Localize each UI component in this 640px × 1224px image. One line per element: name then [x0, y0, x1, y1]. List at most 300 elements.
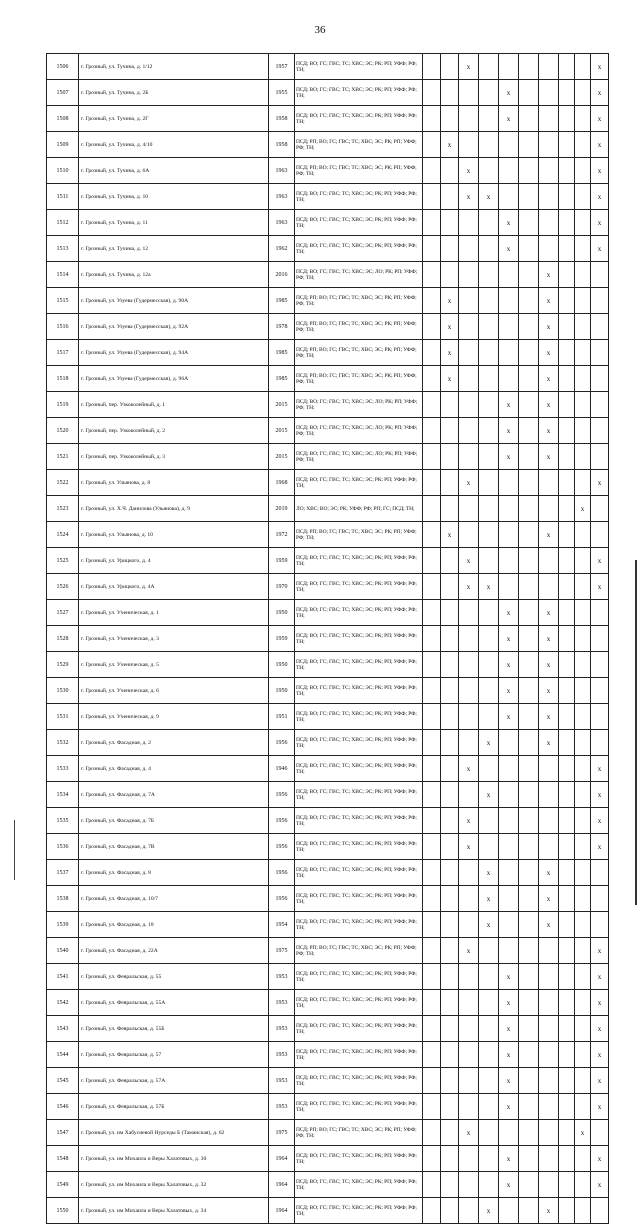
mark-cell — [423, 548, 441, 574]
mark-cell — [519, 1120, 539, 1146]
mark-cell — [441, 912, 459, 938]
year-cell: 1958 — [269, 132, 295, 158]
address-cell: г. Грозный, ул. Узуева (Гудермесская), д. 90А — [79, 288, 269, 314]
mark-cell — [591, 418, 609, 444]
row-number-cell: 1529 — [47, 652, 79, 678]
mark-cell — [539, 1172, 559, 1198]
mark-cell — [559, 704, 575, 730]
mark-cell: x — [539, 860, 559, 886]
mark-cell — [519, 1198, 539, 1224]
mark-cell — [559, 1172, 575, 1198]
works-list-cell: ПСД; ВО; ГС; ГВС; ТС; ХВС; ЭС; РК; РП; УФФ; РФ; ТН; — [295, 470, 423, 496]
table-row — [47, 1120, 609, 1146]
mark-cell: x — [539, 340, 559, 366]
mark-cell — [479, 340, 499, 366]
mark-cell — [479, 262, 499, 288]
mark-cell — [539, 964, 559, 990]
mark-cell — [499, 548, 519, 574]
table-row — [47, 522, 609, 548]
works-list-cell: ПСД; ВО; ГС; ГВС; ТС; ХВС; ЭС; РК; РП; УФФ; РФ; ТН; — [295, 652, 423, 678]
mark-cell: x — [539, 262, 559, 288]
works-list-cell: ПСД; РП; ВО; ГС; ГВС; ТС; ХВС; ЭС; РК; РП; УФФ; РФ; ТН; — [295, 1120, 423, 1146]
year-cell: 1985 — [269, 340, 295, 366]
works-list-cell: ПСД; ВО; ГС; ГВС; ТС; ХВС; ЭС; РК; РП; УФФ; РФ; ТН; — [295, 730, 423, 756]
mark-cell — [519, 80, 539, 106]
mark-cell — [559, 106, 575, 132]
mark-cell — [441, 548, 459, 574]
mark-cell — [519, 522, 539, 548]
year-cell: 1953 — [269, 1016, 295, 1042]
margin-mark — [14, 820, 15, 880]
address-cell: г. Грозный, ул. Фасадная, д. 18 — [79, 912, 269, 938]
table-row — [47, 1094, 609, 1120]
mark-cell — [519, 652, 539, 678]
mark-cell — [499, 886, 519, 912]
row-number-cell: 1528 — [47, 626, 79, 652]
mark-cell: x — [591, 1068, 609, 1094]
mark-cell: x — [499, 80, 519, 106]
mark-cell — [499, 808, 519, 834]
address-cell: г. Грозный, ул. Урицкого, д. 4А — [79, 574, 269, 600]
mark-cell — [559, 392, 575, 418]
mark-cell — [575, 366, 591, 392]
mark-cell: x — [499, 1094, 519, 1120]
mark-cell: x — [539, 366, 559, 392]
row-number-cell: 1511 — [47, 184, 79, 210]
mark-cell — [479, 158, 499, 184]
works-list-cell: ПСД; ВО; ГС; ГВС; ТС; ХВС; ЭС; РК; РП; УФФ; РФ; ТН; — [295, 106, 423, 132]
mark-cell: x — [499, 704, 519, 730]
works-list-cell: ПСД; ВО; ГС; ГВС; ТС; ХВС; ЭС; РК; РП; УФФ; РФ; ТН; — [295, 834, 423, 860]
mark-cell — [423, 392, 441, 418]
address-cell: г. Грозный, ул. Тучина, д. 11 — [79, 210, 269, 236]
mark-cell — [423, 938, 441, 964]
mark-cell: x — [591, 470, 609, 496]
works-list-cell: ПСД; РП; ВО; ГС; ГВС; ТС; ХВС; ЭС; РК; РП; УФФ; РФ; ТН; — [295, 938, 423, 964]
row-number-cell: 1547 — [47, 1120, 79, 1146]
row-number-cell: 1530 — [47, 678, 79, 704]
mark-cell — [519, 496, 539, 522]
mark-cell — [499, 834, 519, 860]
mark-cell: x — [591, 1172, 609, 1198]
mark-cell — [441, 678, 459, 704]
row-number-cell: 1534 — [47, 782, 79, 808]
mark-cell: x — [459, 834, 479, 860]
mark-cell — [459, 80, 479, 106]
mark-cell — [423, 1016, 441, 1042]
mark-cell — [459, 1068, 479, 1094]
mark-cell — [559, 366, 575, 392]
table-row — [47, 1198, 609, 1224]
mark-cell — [559, 288, 575, 314]
mark-cell — [459, 210, 479, 236]
works-list-cell: ПСД; ВО; ГС; ГВС; ТС; ХВС; ЭС; РК; РП; УФФ; РФ; ТН; — [295, 80, 423, 106]
mark-cell — [479, 1094, 499, 1120]
mark-cell — [499, 470, 519, 496]
table-row — [47, 834, 609, 860]
mark-cell — [591, 314, 609, 340]
year-cell: 1985 — [269, 288, 295, 314]
mark-cell — [539, 1094, 559, 1120]
row-number-cell: 1513 — [47, 236, 79, 262]
mark-cell — [479, 938, 499, 964]
mark-cell — [441, 1146, 459, 1172]
year-cell: 2019 — [269, 496, 295, 522]
mark-cell — [479, 990, 499, 1016]
mark-cell — [559, 522, 575, 548]
mark-cell — [441, 262, 459, 288]
mark-cell — [459, 1094, 479, 1120]
works-list-cell: ПСД; ВО; ГС; ГВС; ТС; ХВС; ЭС; РК; РП; УФФ; РФ; ТН; — [295, 184, 423, 210]
mark-cell — [575, 886, 591, 912]
address-cell: г. Грозный, ул. Фасадная, д. 8 — [79, 860, 269, 886]
mark-cell — [519, 600, 539, 626]
mark-cell: x — [479, 782, 499, 808]
year-cell: 1953 — [269, 964, 295, 990]
row-number-cell: 1546 — [47, 1094, 79, 1120]
mark-cell — [519, 340, 539, 366]
mark-cell — [559, 184, 575, 210]
mark-cell — [459, 1172, 479, 1198]
mark-cell — [575, 912, 591, 938]
table-row — [47, 938, 609, 964]
mark-cell — [539, 158, 559, 184]
mark-cell: x — [591, 210, 609, 236]
mark-cell — [499, 1198, 519, 1224]
table-row — [47, 340, 609, 366]
address-cell: г. Грозный, пер. Узкоколейный, д. 3 — [79, 444, 269, 470]
mark-cell — [559, 314, 575, 340]
mark-cell — [559, 418, 575, 444]
works-list-cell: ПСД; ВО; ГС; ГВС; ТС; ХВС; ЭС; РК; РП; УФФ; РФ; ТН; — [295, 756, 423, 782]
works-list-cell: ПСД; ВО; ГС; ГВС; ТС; ХВС; ЭС; РК; РП; УФФ; РФ; ТН; — [295, 912, 423, 938]
table-row — [47, 184, 609, 210]
row-number-cell: 1540 — [47, 938, 79, 964]
mark-cell — [423, 80, 441, 106]
mark-cell — [423, 912, 441, 938]
mark-cell — [575, 392, 591, 418]
row-number-cell: 1509 — [47, 132, 79, 158]
mark-cell — [575, 756, 591, 782]
mark-cell — [575, 1042, 591, 1068]
mark-cell: x — [539, 314, 559, 340]
mark-cell — [479, 626, 499, 652]
mark-cell — [559, 236, 575, 262]
works-list-cell: ПСД; ВО; ГС; ГВС; ТС; ХВС; ЭС; РК; РП; УФФ; РФ; ТН; — [295, 1198, 423, 1224]
address-cell: г. Грозный, ул. Тучина, д. 10 — [79, 184, 269, 210]
mark-cell — [559, 860, 575, 886]
mark-cell — [499, 340, 519, 366]
mark-cell — [499, 938, 519, 964]
mark-cell — [423, 1042, 441, 1068]
mark-cell: x — [459, 158, 479, 184]
address-cell: г. Грозный, ул. Тучина, д. 12а — [79, 262, 269, 288]
mark-cell: x — [479, 886, 499, 912]
works-list-cell: ПСД; ВО; ГС; ГВС; ТС; ХВС; ЭС; ЛО; РК; РП; УФФ; РФ; ТН; — [295, 444, 423, 470]
mark-cell — [559, 782, 575, 808]
mark-cell — [559, 964, 575, 990]
mark-cell — [459, 418, 479, 444]
address-cell: г. Грозный, ул. Ульянова, д. 10 — [79, 522, 269, 548]
table-row — [47, 418, 609, 444]
table-row — [47, 886, 609, 912]
mark-cell — [441, 1120, 459, 1146]
mark-cell — [423, 678, 441, 704]
mark-cell — [539, 470, 559, 496]
year-cell: 1956 — [269, 782, 295, 808]
mark-cell — [479, 392, 499, 418]
mark-cell — [479, 678, 499, 704]
mark-cell — [539, 782, 559, 808]
mark-cell — [519, 730, 539, 756]
mark-cell — [591, 730, 609, 756]
mark-cell — [575, 288, 591, 314]
works-list-cell: ПСД; РП; ВО; ГС; ГВС; ТС; ХВС; ЭС; РК; РП; УФФ; РФ; ТН; — [295, 132, 423, 158]
mark-cell — [559, 886, 575, 912]
row-number-cell: 1542 — [47, 990, 79, 1016]
table-row — [47, 392, 609, 418]
mark-cell: x — [499, 652, 519, 678]
address-cell: г. Грозный, ул. Фасадная, д. 7В — [79, 834, 269, 860]
mark-cell: x — [539, 288, 559, 314]
works-list-cell: ПСД; ВО; ГС; ГВС; ТС; ХВС; ЭС; РК; РП; УФФ; РФ; ТН; — [295, 574, 423, 600]
mark-cell — [459, 236, 479, 262]
mark-cell — [499, 730, 519, 756]
mark-cell — [519, 938, 539, 964]
mark-cell — [559, 756, 575, 782]
mark-cell — [575, 678, 591, 704]
mark-cell — [479, 54, 499, 80]
mark-cell: x — [591, 1094, 609, 1120]
mark-cell — [559, 990, 575, 1016]
works-list-cell: ПСД; РП; ВО; ГС; ГВС; ТС; ХВС; ЭС; РК; РП; УФФ; РФ; ТН; — [295, 340, 423, 366]
address-cell: г. Грозный, ул. им Михаила и Веры Халатовых, д. 30 — [79, 1146, 269, 1172]
mark-cell — [591, 860, 609, 886]
table-row — [47, 1146, 609, 1172]
address-cell: г. Грозный, ул. Ученическая, д. 1 — [79, 600, 269, 626]
mark-cell — [441, 1016, 459, 1042]
mark-cell: x — [459, 808, 479, 834]
mark-cell — [423, 990, 441, 1016]
row-number-cell: 1533 — [47, 756, 79, 782]
year-cell: 1963 — [269, 210, 295, 236]
row-number-cell: 1525 — [47, 548, 79, 574]
table-row — [47, 652, 609, 678]
mark-cell — [441, 756, 459, 782]
mark-cell — [559, 340, 575, 366]
mark-cell — [459, 626, 479, 652]
mark-cell — [459, 366, 479, 392]
mark-cell — [479, 418, 499, 444]
address-cell: г. Грозный, ул. Ученическая, д. 9 — [79, 704, 269, 730]
mark-cell: x — [591, 808, 609, 834]
address-cell: г. Грозный, ул. Тучина, д. 12 — [79, 236, 269, 262]
year-cell: 1968 — [269, 470, 295, 496]
mark-cell: x — [479, 860, 499, 886]
mark-cell — [459, 522, 479, 548]
mark-cell — [423, 886, 441, 912]
mark-cell — [441, 1068, 459, 1094]
mark-cell — [519, 262, 539, 288]
mark-cell — [423, 522, 441, 548]
mark-cell — [441, 886, 459, 912]
year-cell: 1956 — [269, 886, 295, 912]
mark-cell — [499, 1120, 519, 1146]
mark-cell — [423, 444, 441, 470]
mark-cell — [539, 548, 559, 574]
mark-cell — [539, 1068, 559, 1094]
mark-cell — [575, 522, 591, 548]
row-number-cell: 1545 — [47, 1068, 79, 1094]
year-cell: 1958 — [269, 106, 295, 132]
mark-cell: x — [459, 574, 479, 600]
mark-cell — [575, 210, 591, 236]
mark-cell — [575, 652, 591, 678]
mark-cell — [575, 340, 591, 366]
mark-cell — [559, 808, 575, 834]
mark-cell — [479, 964, 499, 990]
mark-cell — [423, 470, 441, 496]
mark-cell — [559, 262, 575, 288]
mark-cell — [423, 600, 441, 626]
mark-cell: x — [499, 1042, 519, 1068]
mark-cell: x — [591, 1042, 609, 1068]
mark-cell — [575, 314, 591, 340]
mark-cell — [441, 834, 459, 860]
mark-cell — [519, 184, 539, 210]
mark-cell: x — [499, 444, 519, 470]
mark-cell: x — [459, 184, 479, 210]
mark-cell — [479, 132, 499, 158]
mark-cell: x — [499, 210, 519, 236]
mark-cell — [539, 1016, 559, 1042]
table-row — [47, 990, 609, 1016]
address-cell: г. Грозный, ул. Фасадная, д. 10/7 — [79, 886, 269, 912]
mark-cell: x — [591, 54, 609, 80]
mark-cell — [539, 756, 559, 782]
table-row — [47, 288, 609, 314]
mark-cell — [423, 626, 441, 652]
mark-cell — [423, 1068, 441, 1094]
mark-cell — [423, 782, 441, 808]
mark-cell — [575, 184, 591, 210]
mark-cell — [575, 262, 591, 288]
mark-cell — [519, 106, 539, 132]
mark-cell — [459, 782, 479, 808]
mark-cell — [459, 340, 479, 366]
mark-cell — [423, 834, 441, 860]
year-cell: 1956 — [269, 834, 295, 860]
table-row — [47, 626, 609, 652]
row-number-cell: 1519 — [47, 392, 79, 418]
year-cell: 1985 — [269, 366, 295, 392]
mark-cell — [591, 366, 609, 392]
table-row — [47, 782, 609, 808]
mark-cell — [423, 704, 441, 730]
mark-cell — [559, 1094, 575, 1120]
row-number-cell: 1535 — [47, 808, 79, 834]
works-list-cell: ПСД; ВО; ГС; ГВС; ТС; ХВС; ЭС; РК; РП; УФФ; РФ; ТН; — [295, 236, 423, 262]
works-list-cell: ПСД; РП; ВО; ГС; ГВС; ТС; ХВС; ЭС; РК; РП; УФФ; РФ; ТН; — [295, 522, 423, 548]
mark-cell — [559, 80, 575, 106]
mark-cell — [459, 1016, 479, 1042]
works-list-cell: ПСД; ВО; ГС; ГВС; ТС; ХВС; ЭС; РК; РП; УФФ; РФ; ТН; — [295, 1068, 423, 1094]
row-number-cell: 1538 — [47, 886, 79, 912]
mark-cell — [575, 132, 591, 158]
mark-cell: x — [539, 626, 559, 652]
works-list-cell: ПСД; ВО; ГС; ГВС; ТС; ХВС; ЭС; ЛО; РК; РП; УФФ; РФ; ТН; — [295, 392, 423, 418]
address-cell: г. Грозный, пер. Узкоколейный, д. 1 — [79, 392, 269, 418]
table-row — [47, 236, 609, 262]
mark-cell — [459, 314, 479, 340]
mark-cell — [559, 132, 575, 158]
mark-cell — [591, 652, 609, 678]
mark-cell — [499, 574, 519, 600]
mark-cell — [519, 964, 539, 990]
mark-cell — [499, 288, 519, 314]
mark-cell — [539, 106, 559, 132]
mark-cell — [441, 1172, 459, 1198]
mark-cell — [539, 132, 559, 158]
mark-cell — [539, 808, 559, 834]
mark-cell: x — [441, 288, 459, 314]
mark-cell — [559, 1198, 575, 1224]
mark-cell: x — [539, 652, 559, 678]
mark-cell: x — [499, 964, 519, 990]
works-list-cell: ПСД; ВО; ГС; ГВС; ТС; ХВС; ЭС; РК; РП; УФФ; РФ; ТН; — [295, 210, 423, 236]
mark-cell — [519, 1094, 539, 1120]
mark-cell — [591, 704, 609, 730]
mark-cell — [575, 938, 591, 964]
mark-cell — [441, 236, 459, 262]
address-cell: г. Грозный, ул. Фасадная, д. 4 — [79, 756, 269, 782]
mark-cell: x — [591, 236, 609, 262]
works-list-cell: ПСД; ВО; ГС; ГВС; ТС; ХВС; ЭС; РК; РП; УФФ; РФ; ТН; — [295, 54, 423, 80]
address-cell: г. Грозный, ул. Ученическая, д. 6 — [79, 678, 269, 704]
mark-cell — [423, 366, 441, 392]
mark-cell: x — [499, 626, 519, 652]
mark-cell: x — [459, 756, 479, 782]
mark-cell — [441, 652, 459, 678]
mark-cell — [479, 366, 499, 392]
mark-cell — [423, 756, 441, 782]
address-cell: г. Грозный, ул. Тучина, д. 1/12 — [79, 54, 269, 80]
table-row — [47, 132, 609, 158]
address-cell: г. Грозный, ул. Фасадная, д. 7А — [79, 782, 269, 808]
mark-cell — [559, 210, 575, 236]
year-cell: 1963 — [269, 158, 295, 184]
mark-cell — [591, 288, 609, 314]
mark-cell — [459, 496, 479, 522]
mark-cell — [519, 1172, 539, 1198]
table-body — [47, 54, 609, 1224]
mark-cell — [575, 1198, 591, 1224]
address-cell: г. Грозный, ул. Узуева (Гудермесская), д. 94А — [79, 340, 269, 366]
mark-cell — [519, 808, 539, 834]
mark-cell: x — [441, 366, 459, 392]
mark-cell — [499, 496, 519, 522]
mark-cell — [559, 1042, 575, 1068]
address-cell: г. Грозный, ул. Ученическая, д. 3 — [79, 626, 269, 652]
row-number-cell: 1508 — [47, 106, 79, 132]
mark-cell — [441, 470, 459, 496]
mark-cell: x — [539, 678, 559, 704]
year-cell: 2015 — [269, 444, 295, 470]
address-cell: г. Грозный, ул. им Хабусиевой Нурседы Б (Таманская), д. 62 — [79, 1120, 269, 1146]
mark-cell — [423, 860, 441, 886]
year-cell: 1959 — [269, 548, 295, 574]
mark-cell — [559, 912, 575, 938]
